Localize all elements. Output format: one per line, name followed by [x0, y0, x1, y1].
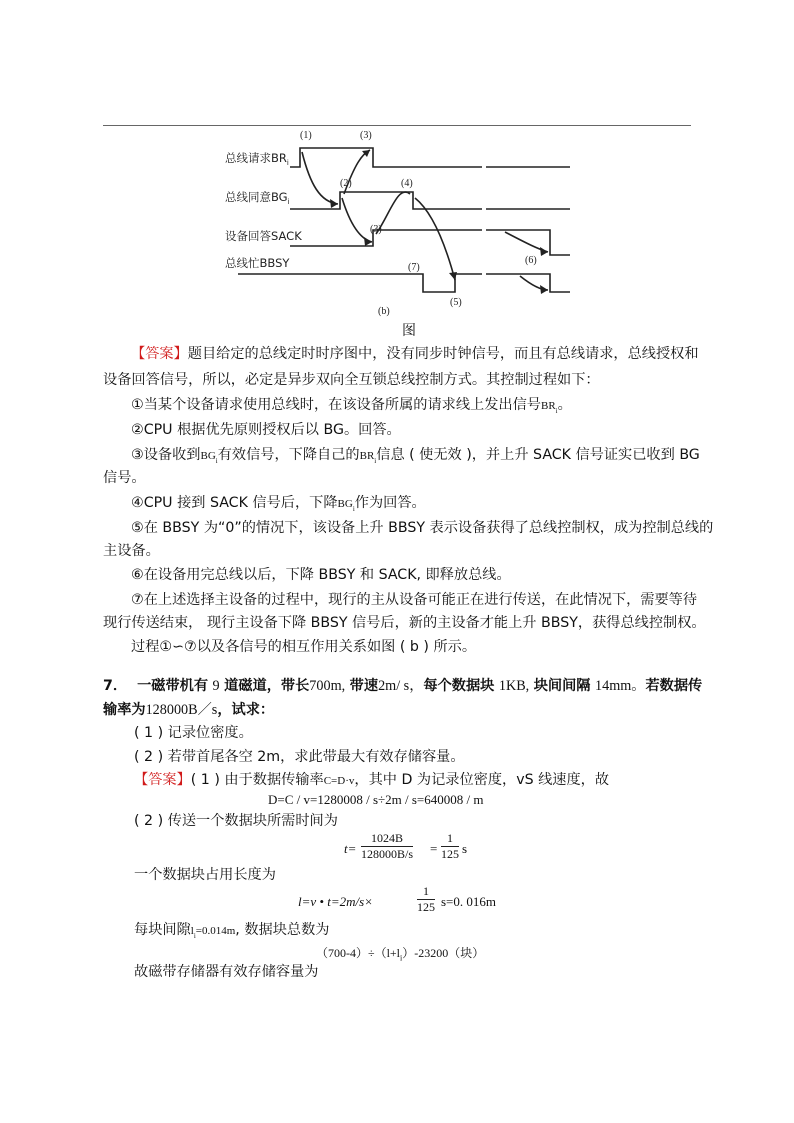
step-6: ⑥在设备用完总线以后，下降 BBSY 和 SACK, 即释放总线。 — [131, 567, 511, 583]
signal-label-sack: 设备回答SACK — [225, 229, 302, 243]
equation-length-rhs: s=0. 016m — [441, 894, 497, 909]
step-label-1: (1) — [300, 130, 312, 141]
step-label-7: (7) — [408, 262, 420, 273]
step-3-cont: 信号。 — [103, 470, 146, 486]
answer-7-line1: 【答案】( 1 ) 由于数据传输率C=D·v，其中 D 为记录位密度，vS 线速度，故 — [134, 772, 610, 788]
step-label-3-bottom: (3) — [370, 224, 382, 235]
equation-time-eq: = — [430, 841, 438, 856]
signal-label-bbsy: 总线忙BBSY — [225, 256, 290, 270]
step-5: ⑤在 BBSY 为“0”的情况下，该设备上升 BBSY 表示设备获得了总线控制权，成为控制总线的 — [131, 520, 714, 536]
equation-time-unit: s — [462, 841, 468, 856]
step-3: ③设备收到$BG_i$有效信号，下降自己的$BR_i$信息 ( 使无效 )，并上升 SACK 信号证实已收到 BG — [131, 447, 700, 465]
equation-block-count: $(700-4)\div(l+l_i)-23200$（块） — [316, 946, 485, 963]
step-label-3-top: (3) — [360, 130, 372, 141]
question-7: 7． 一磁带机有 9 道磁道，带长700m, 带速2m/ s，每个数据块 1KB, 块间间隔 14mm。若数据传 — [103, 678, 703, 694]
answer-7-line4: 每块间隙$l_i=0.014m$, 数据块总数为 — [134, 922, 330, 940]
step-7: ⑦在上述选择主设备的过程中，现行的主从设备可能正在进行传送，在此情况下，需要等待 — [131, 592, 698, 608]
step-2: ②CPU 根据优先原则授权后以 BG。回答。 — [131, 422, 401, 438]
equation-length-lhs: l=v • t=2m/s× — [298, 894, 373, 909]
step-5-cont: 主设备。 — [103, 543, 160, 559]
answer-7-line3: 一个数据块占用长度为 — [134, 867, 276, 883]
equation-time-fraction-1: $\frac{1024B}{128000B/s}$ — [361, 831, 414, 861]
equation-density: D=C / v=1280008 / s÷2m / s=640008 / m — [268, 792, 484, 807]
step-summary: 过程①∽⑦以及各信号的相互作用关系如图 ( b ) 所示。 — [131, 639, 477, 655]
question-7-sub2: ( 2 ) 若带首尾各空 2m，求此带最大有效存储容量。 — [134, 749, 465, 765]
diagram-sub-caption: (b) — [378, 306, 390, 317]
question-7-sub1: ( 1 ) 记录位密度。 — [134, 725, 253, 741]
answer-7-line5: 故磁带存储器有效存储容量为 — [134, 964, 319, 980]
step-label-6: (6) — [525, 255, 537, 266]
answer-7-line2: ( 2 ) 传送一个数据块所需时间为 — [134, 813, 338, 829]
question-7-cont: 输率为128000B／s，试求： — [103, 702, 275, 718]
signal-label-bg: 总线同意$BG_i$ — [225, 190, 290, 206]
figure-caption: 图 — [402, 323, 416, 339]
equation-time-lhs: t= — [344, 841, 357, 856]
step-1: ①当某个设备请求使用总线时，在该设备所属的请求线上发出信号$BR_i$。 — [131, 397, 572, 415]
equation-time-fraction-2: $\frac{1}{125}$ — [441, 831, 459, 861]
step-label-2: (2) — [340, 178, 352, 189]
step-7-cont: 现行传送结束， 现行主设备下降 BBSY 信号后，新的主设备才能上升 BBSY，获得总线控制权。 — [103, 615, 706, 631]
signal-label-br: 总线请求$BR_i$ — [225, 151, 289, 167]
answer-tag: 【答案】 — [131, 346, 188, 362]
step-label-5: (5) — [450, 297, 462, 308]
step-label-4: (4) — [401, 178, 413, 189]
step-4: ④CPU 接到 SACK 信号后，下降$BG_i$作为回答。 — [131, 495, 426, 513]
answer-intro: 【答案】题目给定的总线定时时序图中，没有同步时钟信号，而且有总线请求，总线授权和 — [131, 346, 699, 362]
answer-intro-2: 设备回答信号，所以，必定是异步双向全互锁总线控制方式。其控制过程如下： — [103, 372, 600, 388]
equation-length-fraction: $\frac{1}{125}$ — [417, 884, 435, 914]
